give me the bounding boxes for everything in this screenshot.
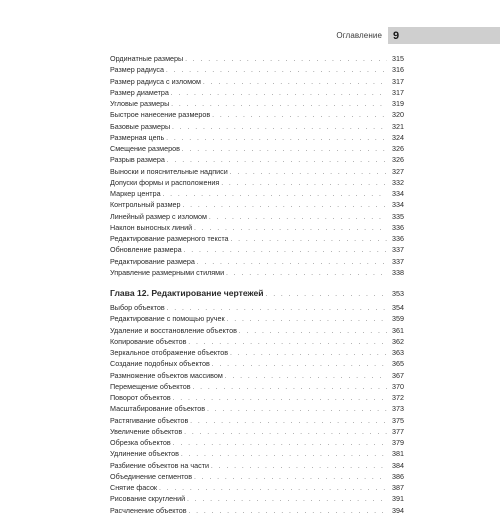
toc-entry-label: Разрыв размера [110, 155, 165, 165]
dot-leader [189, 507, 387, 518]
toc-entry-page: 337 [392, 256, 404, 266]
toc-entry-page: 372 [392, 393, 404, 402]
toc-entry[interactable] [110, 166, 404, 177]
dot-leader [227, 315, 387, 326]
toc-entry[interactable] [110, 482, 404, 493]
toc-entry-label: Увеличение объектов [110, 426, 183, 436]
toc-entry[interactable] [110, 370, 404, 381]
toc-entry-label: Линейный размер с изломом [110, 211, 207, 221]
toc-entry[interactable] [110, 154, 404, 165]
toc-entry-page: 332 [392, 177, 404, 187]
toc-entry[interactable] [110, 143, 404, 154]
dot-leader [187, 495, 387, 506]
toc-entry-page: 315 [392, 54, 404, 63]
toc-entry[interactable] [110, 233, 404, 244]
toc-entry-page: 317 [392, 87, 404, 97]
toc-entry-page: 336 [392, 222, 404, 232]
toc-entry[interactable] [110, 53, 404, 64]
toc-entry[interactable] [110, 471, 404, 482]
toc-entry-label: Выноски и пояснительные надписи [110, 166, 228, 176]
toc-entry-page: 334 [392, 189, 404, 198]
page-header [336, 27, 500, 44]
toc-entry-page: 354 [392, 303, 404, 312]
dot-leader [171, 89, 387, 100]
toc-entry-page: 384 [392, 460, 404, 470]
toc-entry-label: Маркер центра [110, 189, 161, 198]
toc-entry-page: 377 [392, 426, 404, 436]
toc-entry[interactable] [110, 448, 404, 459]
toc-entry[interactable] [110, 76, 404, 87]
toc-entry-page: 320 [392, 110, 404, 120]
toc-entry[interactable] [110, 256, 404, 267]
toc-entry-label: Редактирование размерного текста [110, 234, 229, 243]
toc-entry-label: Размер радиуса [110, 65, 165, 75]
toc-entry-label: Расчленение объектов [110, 505, 187, 515]
dot-leader [230, 349, 387, 360]
dot-leader [166, 134, 387, 145]
toc-entry-label: Обрезка объектов [110, 438, 171, 447]
toc-entry-page: 394 [392, 505, 404, 515]
chapter-title: Глава 12. Редактирование чертежей [110, 288, 264, 298]
table-of-contents [110, 53, 404, 516]
toc-entry-label: Растягивание объектов [110, 415, 189, 425]
toc-entry-page: 373 [392, 404, 404, 414]
toc-entry[interactable] [110, 460, 404, 471]
toc-entry[interactable] [110, 177, 404, 188]
toc-entry-label: Объединение сегментов [110, 471, 193, 481]
toc-entry[interactable] [110, 437, 404, 448]
dot-leader [230, 168, 387, 179]
dot-leader [231, 235, 387, 246]
toc-entry[interactable] [110, 121, 404, 132]
dot-leader [212, 360, 387, 371]
dot-leader [181, 450, 387, 461]
toc-entry[interactable] [110, 426, 404, 437]
dot-leader [239, 327, 387, 338]
dot-leader [172, 123, 387, 134]
dot-leader [203, 78, 387, 89]
dot-leader [185, 55, 387, 66]
dot-leader [159, 484, 387, 495]
dot-leader [163, 190, 387, 201]
chapter-heading[interactable] [110, 287, 404, 299]
toc-entry-page: 337 [392, 245, 404, 255]
toc-entry[interactable] [110, 392, 404, 403]
toc-entry-page: 327 [392, 166, 404, 176]
toc-entry[interactable] [110, 188, 404, 199]
toc-entry-label: Создание подобных объектов [110, 359, 210, 369]
toc-entry[interactable] [110, 415, 404, 426]
toc-entry-label: Удлинение объектов [110, 449, 179, 459]
dot-leader [212, 111, 387, 122]
dot-leader [207, 405, 387, 416]
toc-entry-page: 379 [392, 438, 404, 447]
toc-entry[interactable] [110, 64, 404, 75]
toc-entry-label: Ординатные размеры [110, 54, 184, 63]
dot-leader [226, 269, 387, 280]
toc-entry-page: 316 [392, 65, 404, 75]
dot-leader [194, 473, 387, 484]
dot-leader [211, 462, 387, 473]
dot-leader [221, 179, 387, 190]
toc-entry-label: Разбиение объектов на части [110, 460, 210, 470]
toc-section-dimensions [110, 53, 404, 278]
toc-entry[interactable] [110, 336, 404, 347]
dot-leader [173, 439, 387, 450]
toc-entry-label: Размер радиуса с изломом [110, 76, 201, 86]
toc-entry-label: Выбор объектов [110, 303, 165, 312]
toc-entry-label: Размножение объектов массивом [110, 370, 223, 380]
dot-leader [182, 145, 387, 156]
toc-entry-label: Масштабирование объектов [110, 404, 206, 414]
toc-entry-label: Копирование объектов [110, 336, 187, 346]
chapter-page: 353 [392, 289, 404, 298]
toc-entry-label: Контрольный размер [110, 200, 181, 210]
toc-entry-page: 363 [392, 348, 404, 357]
toc-entry-page: 334 [392, 200, 404, 210]
dot-leader [190, 417, 387, 428]
toc-entry-page: 336 [392, 234, 404, 243]
toc-entry-page: 335 [392, 211, 404, 221]
toc-entry-label: Удаление и восстановление объектов [110, 325, 237, 335]
toc-entry[interactable] [110, 109, 404, 120]
toc-entry-page: 381 [392, 449, 404, 459]
header-title: Оглавление [336, 31, 382, 40]
toc-entry-page: 326 [392, 155, 404, 165]
toc-section-editing [110, 302, 404, 516]
toc-entry-label: Быстрое нанесение размеров [110, 110, 211, 120]
toc-entry[interactable] [110, 403, 404, 414]
toc-entry-page: 367 [392, 370, 404, 380]
dot-leader [184, 428, 387, 439]
toc-entry-label: Базовые размеры [110, 121, 171, 131]
toc-entry-label: Рисование скруглений [110, 494, 186, 504]
toc-entry[interactable] [110, 302, 404, 313]
toc-entry-label: Смещение размеров [110, 144, 180, 153]
toc-entry[interactable] [110, 98, 404, 109]
toc-entry-label: Зеркальное отображение объектов [110, 348, 229, 357]
toc-entry[interactable] [110, 505, 404, 516]
toc-entry[interactable] [110, 325, 404, 336]
dot-leader [184, 246, 387, 257]
toc-entry-page: 359 [392, 314, 404, 324]
toc-entry-label: Допуски формы и расположения [110, 177, 220, 187]
toc-entry[interactable] [110, 493, 404, 504]
toc-entry[interactable] [110, 132, 404, 143]
dot-leader [209, 213, 387, 224]
toc-entry-page: 361 [392, 325, 404, 335]
toc-entry-page: 324 [392, 132, 404, 142]
toc-entry[interactable] [110, 244, 404, 255]
toc-entry[interactable] [110, 267, 404, 278]
toc-entry-label: Угловые размеры [110, 99, 170, 108]
dot-leader [266, 289, 389, 301]
dot-leader [183, 201, 387, 212]
toc-entry-page: 391 [392, 494, 404, 504]
toc-entry[interactable] [110, 222, 404, 233]
toc-entry-page: 375 [392, 415, 404, 425]
toc-entry-label: Поворот объектов [110, 393, 171, 402]
toc-entry-page: 319 [392, 99, 404, 108]
toc-entry-page: 326 [392, 144, 404, 153]
toc-entry[interactable] [110, 381, 404, 392]
toc-entry[interactable] [110, 211, 404, 222]
toc-entry-label: Размер диаметра [110, 87, 169, 97]
toc-entry[interactable] [110, 347, 404, 358]
toc-entry-page: 338 [392, 267, 404, 277]
toc-entry-page: 365 [392, 359, 404, 369]
toc-entry-label: Управление размерными стилями [110, 267, 225, 277]
dot-leader [225, 372, 387, 383]
toc-entry-page: 386 [392, 471, 404, 481]
toc-entry-label: Размерная цепь [110, 132, 165, 142]
toc-entry-label: Снятие фасок [110, 483, 158, 492]
toc-entry[interactable] [110, 358, 404, 369]
toc-entry-page: 321 [392, 121, 404, 131]
dot-leader [193, 383, 387, 394]
toc-entry-page: 387 [392, 483, 404, 492]
toc-entry-label: Обновление размера [110, 245, 182, 255]
toc-entry-label: Перемещение объектов [110, 381, 191, 391]
toc-entry[interactable] [110, 199, 404, 210]
toc-entry-label: Наклон выносных линий [110, 222, 193, 232]
toc-entry-page: 317 [392, 76, 404, 86]
toc-entry-page: 362 [392, 336, 404, 346]
page-number: 9 [388, 27, 500, 44]
toc-entry-label: Редактирование размера [110, 256, 195, 266]
toc-entry-page: 370 [392, 381, 404, 391]
toc-entry-label: Редактирование с помощью ручек [110, 314, 225, 324]
toc-entry[interactable] [110, 87, 404, 98]
toc-entry[interactable] [110, 313, 404, 324]
